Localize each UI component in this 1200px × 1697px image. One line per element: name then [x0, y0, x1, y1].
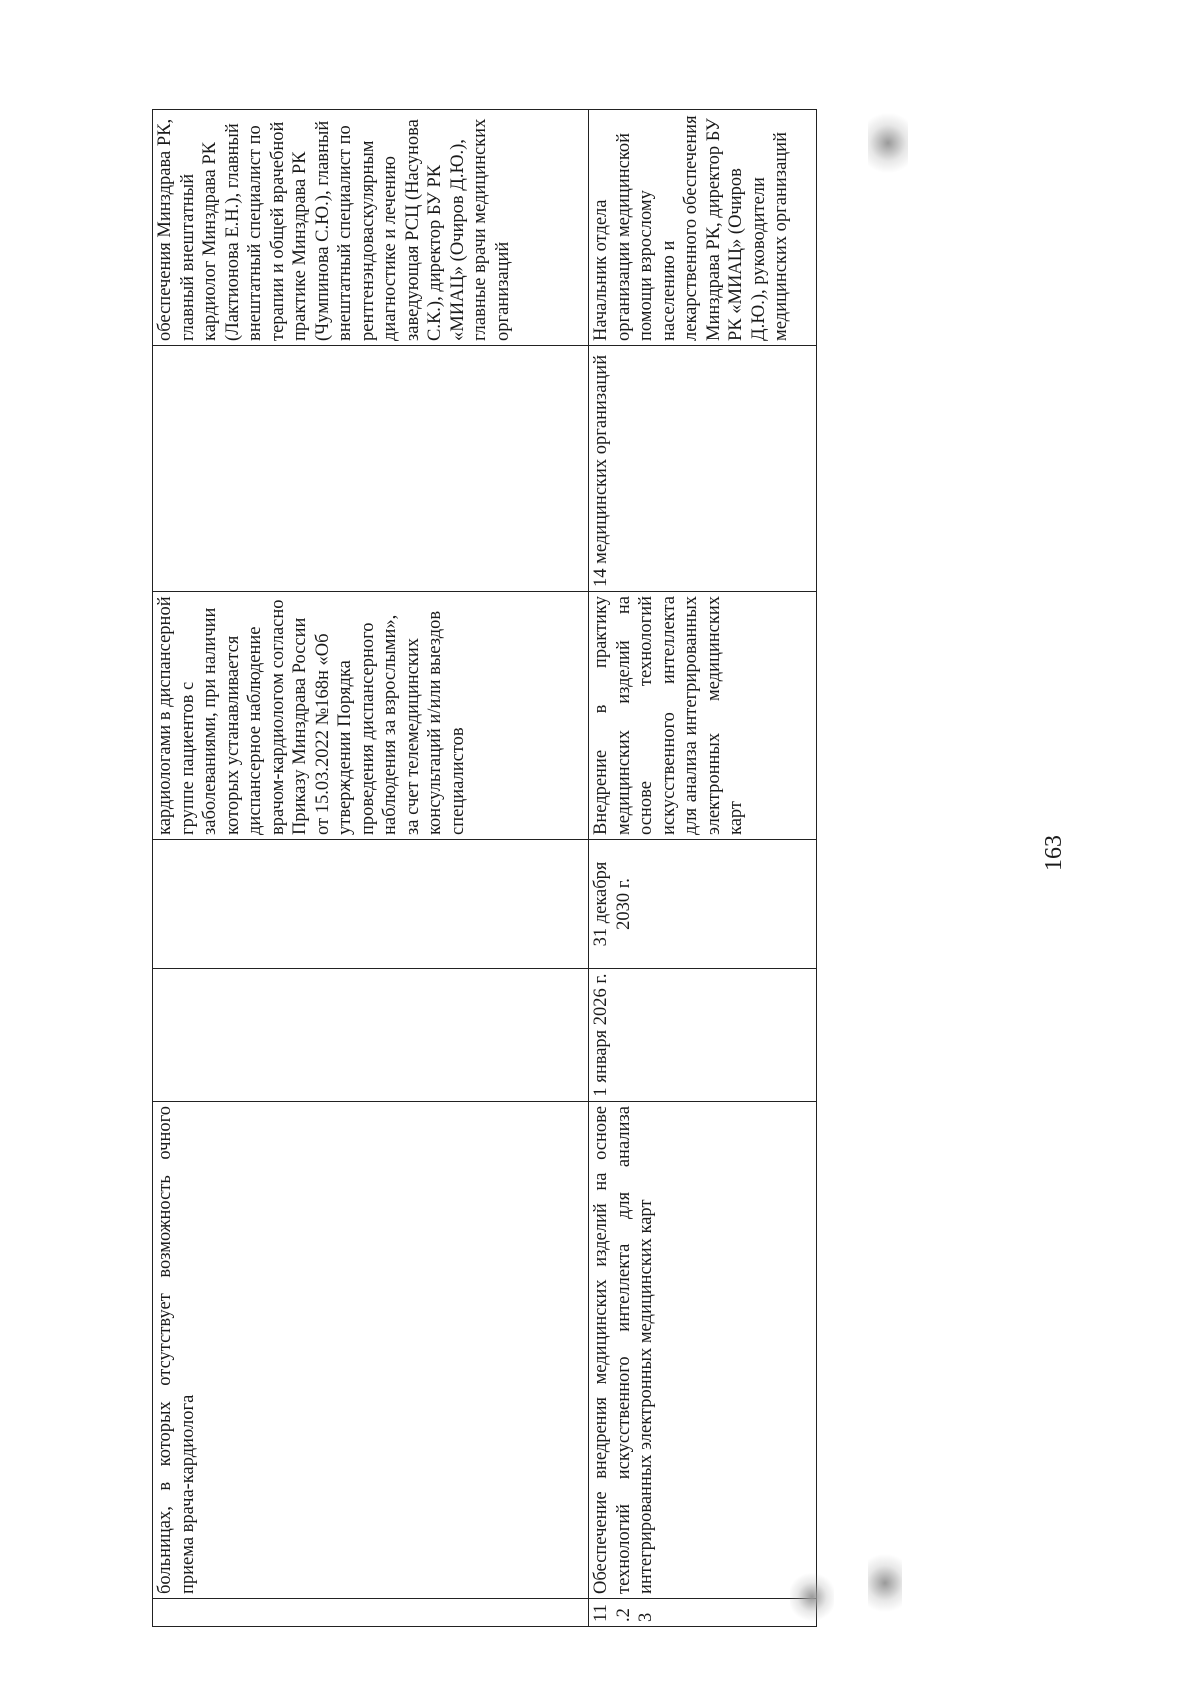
cell-number: [153, 1599, 589, 1627]
scan-noise: [790, 1573, 834, 1621]
cell-action: больницах, в которых отсутствует возможность очного приема врача-кардиолога: [153, 1102, 589, 1599]
table-row: [153, 110, 589, 1627]
plan-table: [152, 109, 817, 1627]
scan-noise: [868, 108, 908, 178]
cell-indicator: [153, 346, 589, 592]
rotated-table-page: [152, 110, 892, 1627]
page-number: 163: [1041, 835, 1067, 871]
cell-end-date: 31 декабря 2030 г.: [589, 840, 817, 969]
cell-responsible: Начальник отдела организации медицинской помощи взрослому населению и лекарственного обеспечения Минздрава РК, директор БУ РК «МИАЦ» (Очиров Д.Ю.), руководители медицинских организаций: [589, 110, 817, 346]
cell-end-date: [153, 840, 589, 969]
cell-action: Обеспечение внедрения медицинских изделий на основе технологий искусственного интеллекта для анализа интегрированных электронных медицинских карт: [589, 1102, 817, 1599]
cell-indicator: 14 медицинских организаций: [589, 346, 817, 592]
cell-start-date: [153, 969, 589, 1102]
cell-number: 11.23: [589, 1599, 817, 1627]
cell-result: Внедрение в практику медицинских изделий на основе технологий искусственного интеллекта для анализа интегрированных электронных медицинских карт: [589, 592, 817, 840]
scan-noise: [868, 1548, 902, 1618]
table-row: [589, 110, 817, 1627]
cell-result: кардиологами в диспансерной группе пациентов с заболеваниями, при наличии которых устанавливается диспансерное наблюдение врачом-кардиологом согласно Приказу Минздрава России от 15.03.2022 №168н «Об утверждении Порядка проведения диспансерного наблюдения за взрослыми», за счет телемедицинских консультаций и/или выездов специалистов: [153, 592, 589, 840]
cell-start-date: 1 января 2026 г.: [589, 969, 817, 1102]
cell-responsible: обеспечения Минздрава РК, главный внештатный кардиолог Минздрава РК (Лактионова Е.Н.), главный внештатный специалист по терапии и общей врачебной практике Минздрава РК (Чумпинова С.Ю.), главный внештатный специалист по рентгенэндоваскулярным диагностике и лечению заведующая РСЦ (Насунова С.К.), директор БУ РК «МИАЦ» (Очиров Д.Ю.), главные врачи медицинских организаций: [153, 110, 589, 346]
